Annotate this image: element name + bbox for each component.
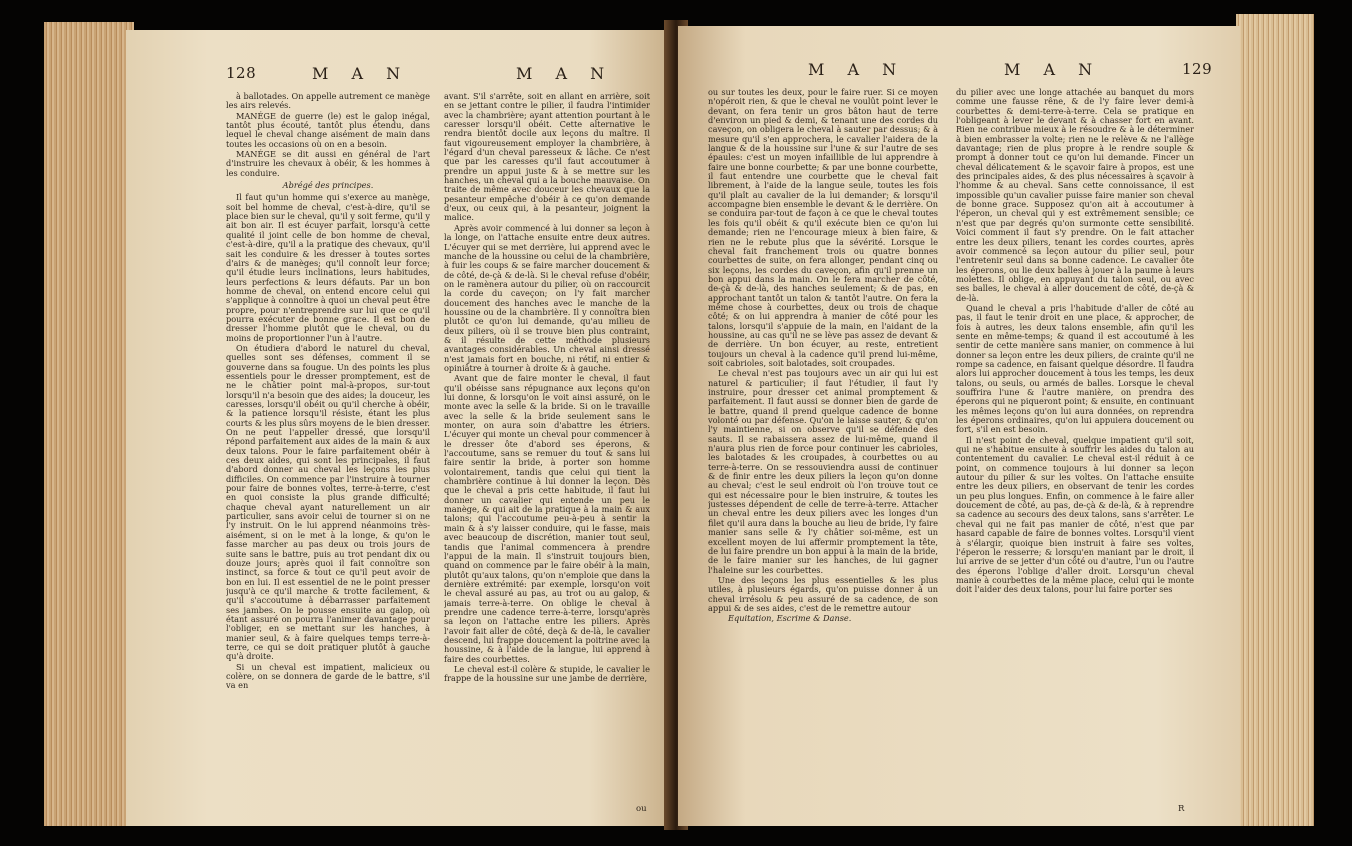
left-page bbox=[126, 30, 670, 826]
section-heading: Abrégé des principes. bbox=[282, 180, 374, 191]
paragraph: à ballotades. On appelle autrement ce manège les airs relevés. bbox=[226, 92, 430, 111]
paragraph: Si un cheval est impatient, malicieux ou colère, on se donnera de garde de le battre, s'il va en bbox=[226, 661, 430, 691]
left-catchword: ou bbox=[636, 804, 647, 814]
signature-line: Equitation, Escrime & Danse. bbox=[728, 613, 852, 624]
left-header bbox=[226, 64, 666, 88]
paragraph: du pilier avec une longe attachée au banquet du mors comme une fausse rêne, & de l'y faire lever demi-à courbettes & demi-terre-à-terre. Cela se pratique en l'obligeant à lever le devant & à chasser fort en avant. Rien ne contribue mieux à le résoudre & à le déterminer à bien embrasser la volte; rien ne le relève & ne l'allège davantage; rien de plus propre à le rendre souple & prompt à donner tout ce qu'on lui demande. Fincer un cheval délicatement & le sçavoir faire à propos, est une des principales aides, & des plus nécessaires à sçavoir à l'homme & au cheval. Sans cette connoissance, il est impossible qu'un cavalier puisse faire manier son cheval de bonne grace. Supposez qu'on ait à accoutumer à l'éperon, un cheval qui y est extrêmement sensible; ce n'est que par degrés qu'on surmonte cette sensibilité. Voici comment il faut s'y prendre. On le fait attacher entre les deux piliers, tenant les cordes courtes, après avoir commencé sa leçon autour du pilier seul, pour l'entretenir seul dans sa bonne cadence. Le cavalier ôte les éperons, ou lie deux balles à jouer à la paume à leurs molettes. Il oblige, en appuyant du talon seul, ou avec ses balles, le cheval à aller doucement de côté, de-çà & de-là. bbox=[956, 88, 1194, 303]
left-column-2 bbox=[444, 92, 650, 804]
right-running-head-2: M A N bbox=[1004, 60, 1102, 79]
paragraph: Il faut qu'un homme qui s'exerce au manège, soit bel homme de cheval, c'est-à-dire, qu'il se place bien sur le cheval, qu'il y soit ferme, qu'il y ait bon air. Il est écuyer parfait, lorsqu'à cette qualité il joint celle de bon homme de cheval, c'est-à-dire, qu'il a la pratique des chevaux, qu'il sait les conduire & les dresser à toutes sortes d'airs & de manèges; qu'il connoît leur force; qu'il étudie leurs inclinations, leurs habitudes, leurs perfections & leurs défauts. Par un bon homme de cheval, on entend encore celui qui s'applique à connoître à quoi un cheval peut être propre, pour n'entreprendre sur lui que ce qu'il pourra exécuter de bonne grace. Il est bon de dresser l'homme plutôt que le cheval, ou du moins de proportionner l'un à l'autre. bbox=[226, 192, 430, 343]
paragraph: On étudiera d'abord le naturel du cheval, quelles sont ses défenses, comment il se gouverne dans sa fougue. Un des points les plus essentiels pour le dresser promptement, est de ne le châtier point mal-à-propos, sur-tout lorsqu'il n'a besoin que des aides; la douceur, les caresses, lorsqu'il obéit ou qu'il cherche à obéir, & la patience lorsqu'il résiste, étant les plus courts & les plus sûrs moyens de le bien dresser. On ne peut l'appeller dressé, que lorsqu'il répond parfaitement aux aides de la main & aux deux talons. Pour le faire parfaitement obéir à ces deux aides, qui sont les principales, il faut d'abord donner au cheval les leçons les plus difficiles. On commence par l'instruire à tourner pour faire de bonnes voltes, terre-à-terre, c'est en quoi consiste la plus grande difficulté; chaque cheval ayant naturellement un air particulier, sans avoir celui de tourner si on ne l'y instruit. On le lui apprend néanmoins très-aisément, si on le met à la longe, & qu'on le fasse marcher au pas deux ou trois jours de suite sans le battre, puis au trot pendant dix ou douze jours; après quoi il fait connoître son instinct, sa force & tout ce qu'il peut avoir de bon en lui. Il est essentiel de ne le point presser jusqu'à ce qu'il marche & trotte facilement, & qu'il s'accoutume à débarrasser parfaitement ses jambes. On le pousse ensuite au galop, où étant assuré on pourra l'animer davantage pour l'obliger, en se mettant sur les hanches, à manier seul, & à faire quelques temps terre-à-terre, ce qui se doit pratiquer plutôt à gauche qu'à droite. bbox=[226, 342, 430, 662]
left-page-edges bbox=[44, 22, 134, 826]
paragraph: MANÉGE se dit aussi en général de l'art d'instruire les chevaux à obéir, & les hommes à les conduire. bbox=[226, 149, 430, 178]
paragraph: Après avoir commencé à lui donner sa leçon à la longe, on l'attache ensuite entre deux autres. L'écuyer qui se met derrière, lui apprend avec le manche de la houssine ou celui de la chambrière, à fuir les coups & se faire marcher doucement & de côté, de-çà & de-là. Si le cheval refuse d'obéir, on le ramènera autour du pilier, où on raccourcit la corde du caveçon; on l'y fait marcher doucement des hanches avec le manche de la houssine ou de la chambrière. Il y connoîtra bien plutôt ce qu'on lui demande, qu'au milieu de deux piliers, où il se trouve bien plus contraint, & il résulte de cette méthode plusieurs avantages considérables. Un cheval ainsi dressé n'est jamais fort en bouche, ni rétif, ni entier & opiniâtre à tourner à droite & à gauche. bbox=[444, 222, 650, 373]
paragraph: Le cheval est-il colère & stupide, le cavalier le frappe de la houssine sur une jambe de derrière, bbox=[444, 663, 650, 684]
paragraph: Une des leçons les plus essentielles & les plus utiles, à plusieurs égards, qu'on puisse donner à un cheval irrésolu & peu assuré de sa cadence, de son appui & de ses aides, c'est de le remettre autour bbox=[708, 574, 938, 613]
paragraph: Quand le cheval a pris l'habitude d'aller de côté au pas, il faut le tenir droit en une place, & approcher, de fois à autres, les deux talons ensemble, afin qu'il les sente en même-temps; & quand il est accoutumé à les sentir de cette manière sans manier, on commence à lui donner sa leçon entre les deux piliers, de crainte qu'il ne rompe sa cadence, en faisant quelque désordre. Il faudra alors lui approcher doucement à tous les temps, les deux talons, ou seuls, ou armés de balles. Lorsque le cheval souffrira l'une & l'autre manière, on prendra des éperons qui ne piqueront point; & ensuite, en continuant les mêmes leçons qu'on lui aura données, on reprendra les éperons ordinaires, qu'on lui appuiera doucement ou fort, s'il en est besoin. bbox=[956, 302, 1194, 435]
left-running-head-2: M A N bbox=[516, 64, 614, 83]
paragraph: Le cheval n'est pas toujours avec un air qui lui est naturel & particulier; il faut l'étudier, il faut l'y instruire, pour dresser cet animal promptement & parfaitement. Il faut aussi se donner bien de garde de le battre, quand il prend quelque cadence de bonne volonté ou par défense. Qu'on le laisse sauter, & qu'on l'y maintienne, si on observe qu'il se défende des sauts. Il se rabaissera assez de lui-même, quand il n'aura plus rien de force pour continuer les cabrioles, les balotades & les croupades, à courbettes ou au terre-à-terre. On se ressouviendra aussi de continuer & de finir entre les deux piliers la leçon qu'on donne au cheval; c'est le seul endroit où l'on trouve tout ce qui est nécessaire pour le bien instruire, & toutes les justesses dépendent de celle de terre-à-terre. Attacher un cheval entre les deux piliers avec les longes d'un filet qu'il aura dans la bouche au lieu de bride, l'y faire manier sans selle & l'y châtier soi-même, est un excellent moyen de lui affermir promptement la tête, de lui faire prendre un bon appui à la main de la bride, de le faire manier sur les hanches, de lui gagner l'haleine sur les courbettes. bbox=[708, 368, 938, 575]
paragraph: MANÉGE de guerre (le) est le galop inégal, tantôt plus écouté, tantôt plus étendu, dans lequel le cheval change aisément de main dans toutes les occasions où on en a besoin. bbox=[226, 110, 430, 149]
right-catchword: R bbox=[1178, 804, 1185, 814]
right-column-1 bbox=[708, 88, 938, 800]
paragraph: Avant que de faire monter le cheval, il faut qu'il obéisse sans répugnance aux leçons qu'on lui donne, & lorsqu'on le voit ainsi assuré, on le monte avec la selle & la bride. Si on le travaille avec la selle & la bride seulement sans le monter, on aura soin d'abattre les étriers. L'écuyer qui monte un cheval pour commencer à le dresser ôte d'abord ses éperons, & l'accoutume, sans se remuer du tout & sans lui faire sentir la bride, à porter son homme volontairement, tandis que celui qui tient la chambrière continue à lui donner la leçon. Dès que le cheval a pris cette habitude, il faut lui donner un cavalier qui entende un peu le manège, & qui ait de la pratique à la main & aux talons; qui l'accoutume peu-à-peu à sentir la main & à s'y laisser conduire, qui le fasse, mais avec beaucoup de discrétion, manier tout seul, tandis que l'animal commencera à prendre l'appui de la main. Il s'instruit toujours bien, quand on commence par le faire obéir à la main, plutôt qu'aux talons, qu'on n'emploie que dans la dernière extrémité: par exemple, lorsqu'on voit le cheval assuré au pas, au trot ou au galop, & jamais terre-à-terre. On oblige le cheval à prendre une cadence terre-à-terre, lorsqu'après sa leçon on l'attache entre les piliers. Après l'avoir fait aller de côté, deçà & de-là, le cavalier descend, lui frappe doucement la poitrine avec la houssine, & à l'aide de la langue, lui apprend à faire des courbettes. bbox=[444, 373, 650, 664]
right-header bbox=[708, 60, 1213, 84]
paragraph: Il n'est point de cheval, quelque impatient qu'il soit, qui ne s'habitue ensuite à souffrir les aides du talon au contentement du cavalier. Le cheval est-il réduit à ce point, on commence toujours à lui donner sa leçon autour du pilier & sur les voltes. On l'attache ensuite entre les deux piliers, en observant de tenir les cordes un peu plus longues. Enfin, on commence à le faire aller doucement de côté, au pas, de-çà & de-là, & à reprendre sa cadence au secours des deux talons, sans s'arrêter. Le cheval qui ne fait pas manier de côté, n'est que par hasard capable de faire de bonnes voltes. Lorsqu'il vient à s'élargir, quoique bien instruit à faire ses voltes, l'éperon le resserre; & lorsqu'en maniant par le droit, il lui arrive de se jetter d'un côté ou d'autre, l'un ou l'autre des éperons l'oblige d'aller droit. Lorsqu'un cheval manie à courbettes de la même place, celui qui le monte doit l'aider des deux talons, pour lui faire porter ses bbox=[956, 434, 1194, 595]
right-page-edges bbox=[1236, 14, 1314, 826]
right-page-number: 129 bbox=[1182, 60, 1213, 78]
left-page-number: 128 bbox=[226, 64, 257, 82]
right-column-2 bbox=[956, 88, 1194, 800]
right-page bbox=[678, 26, 1240, 826]
left-column-1 bbox=[226, 92, 430, 804]
paragraph: avant. S'il s'arrête, soit en allant en arrière, soit en se jettant contre le pilier, il faudra l'intimider avec la chambrière; ayant attention pourtant à le caresser lorsqu'il obéit. Cette alternative le rendra bientôt docile aux leçons du maître. Il faut vigoureusement employer la chambrière, à l'égard d'un cheval paresseux & lâche. Ce n'est que par les caresses qu'il faut accoutumer à prendre un appui juste & à se mettre sur les hanches, un cheval qui a la bouche mauvaise. On traite de même avec douceur les chevaux que la pesanteur empêche d'obéir à ce qu'on demande d'eux, ou ceux qui, à la pesanteur, joignent la malice. bbox=[444, 92, 650, 223]
right-running-head: M A N bbox=[808, 60, 906, 79]
paragraph: ou sur toutes les deux, pour le faire ruer. Si ce moyen n'opéroit rien, & que le cheval ne voulût point lever le devant, on fera tenir un gros bâton haut de terre d'environ un pied & demi, & tenant une des cordes du caveçon, on obligera le cheval à sauter par dessus; & à mesure qu'il s'en approchera, le cavalier l'aidera de la langue & de la houssine sur l'une & sur l'autre de ses épaules: c'est un moyen infaillible de lui apprendre à faire une bonne courbette; & par une bonne courbette, il faut entendre une courbette que le cheval fait librement, à l'aide de la langue seule, toutes les fois qu'il plaît au cavalier de la lui demander; & lorsqu'il accompagne bien ensemble le devant & le derrière. On se conduira par-tout de façon à ce que le cheval toutes les fois qu'il obéit & qu'il exécute bien ce qu'on lui demande; rien ne l'encourage mieux à bien faire, & rien ne le rebute plus que la sévérité. Lorsque le cheval fait franchement trois ou quatre bonnes courbettes de suite, on fera allonger, pendant cinq ou six leçons, les cordes du caveçon, afin qu'il prenne un bon appui dans la main. On le fera marcher de côté, de-çà & de-là, des hanches seulement; & de pas, en approchant tantôt un talon & tantôt l'autre. On fera la même chose à courbettes, deux ou trois de chaque côté; & on lui apprendra à manier de côté pour les talons, lorsqu'il s'appuie de la main, en l'aidant de la houssine, au cas qu'il ne se lève pas assez de devant & de derrière. Un bon écuyer, au reste, entretient toujours un cheval à la cadence qu'il prend lui-même, soit cabrioles, soit balotades, soit croupades. bbox=[708, 88, 938, 368]
left-running-head: M A N bbox=[312, 64, 410, 83]
